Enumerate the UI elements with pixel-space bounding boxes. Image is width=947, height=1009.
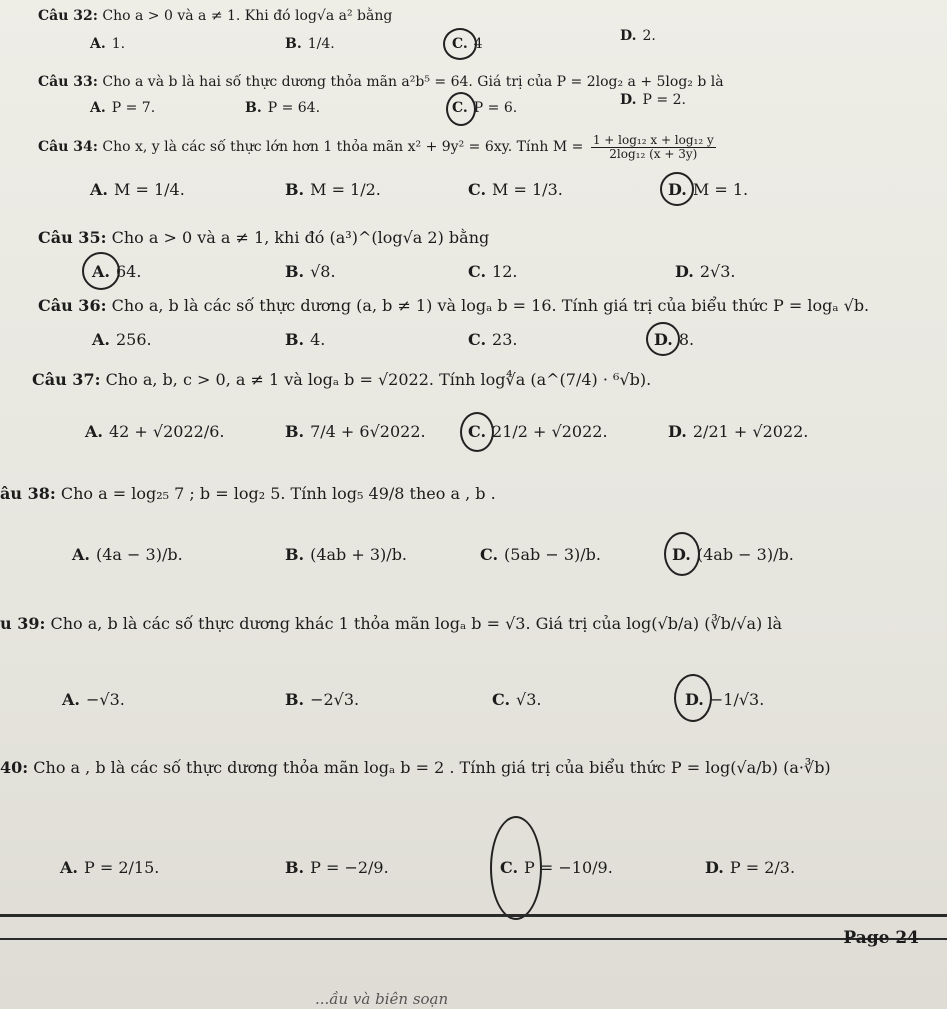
option-a[interactable]: A. 1. bbox=[90, 36, 126, 52]
option-c[interactable]: C. M = 1/3. bbox=[468, 180, 563, 199]
option-b[interactable]: B. P = −2/9. bbox=[285, 858, 389, 877]
option-a[interactable]: A. 64. bbox=[92, 262, 142, 281]
option-b[interactable]: B. −2√3. bbox=[285, 690, 360, 709]
answer-mark-icon bbox=[82, 252, 120, 290]
question-label: Câu 32: bbox=[38, 8, 98, 24]
divider bbox=[0, 914, 947, 917]
option-c[interactable]: C. 12. bbox=[468, 262, 518, 281]
option-a[interactable]: A. −√3. bbox=[62, 690, 125, 709]
option-b[interactable]: B. 1/4. bbox=[285, 36, 335, 52]
answer-mark-icon bbox=[460, 412, 494, 452]
question-37: Câu 37: Cho a, b, c > 0, a ≠ 1 và logₐ b = √2022. Tính log∜a (a^(7/4) · ⁶√b). bbox=[32, 370, 652, 389]
option-d[interactable]: D. 2√3. bbox=[675, 262, 736, 281]
answer-mark-icon bbox=[674, 674, 712, 722]
page-number: Page 24 bbox=[843, 928, 919, 948]
question-35: Câu 35: Cho a > 0 và a ≠ 1, khi đó (a³)^(log√a 2) bằng bbox=[38, 228, 490, 247]
option-c[interactable]: C. P = 6. bbox=[452, 100, 518, 116]
option-d[interactable]: D. M = 1. bbox=[668, 180, 749, 199]
option-d[interactable]: D. 8. bbox=[654, 330, 695, 349]
option-d[interactable]: D. 2/21 + √2022. bbox=[668, 422, 809, 441]
option-a[interactable]: A. P = 2/15. bbox=[60, 858, 160, 877]
answer-mark-icon bbox=[443, 28, 477, 60]
question-33: Câu 33: Cho a và b là hai số thực dương thỏa mãn a²b⁵ = 64. Giá trị của P = 2log₂ a + 5log₂ b là bbox=[38, 74, 724, 90]
option-c[interactable]: C. 21/2 + √2022. bbox=[468, 422, 608, 441]
question-40: 40: Cho a , b là các số thực dương thỏa mãn logₐ b = 2 . Tính giá trị của biểu thức P = log(√a/b) (a·∛b) bbox=[0, 758, 831, 777]
option-b[interactable]: B. 4. bbox=[285, 330, 326, 349]
answer-mark-icon bbox=[664, 532, 700, 576]
divider bbox=[0, 938, 947, 940]
question-text: Cho a > 0 và a ≠ 1. Khi đó log√a a² bằng bbox=[102, 8, 393, 24]
question-32 bbox=[38, 8, 392, 24]
answer-mark-icon bbox=[490, 816, 542, 920]
option-a[interactable]: A. 256. bbox=[92, 330, 152, 349]
option-d[interactable]: D. −1/√3. bbox=[685, 690, 765, 709]
option-b[interactable]: B. M = 1/2. bbox=[285, 180, 381, 199]
option-c[interactable]: C. 23. bbox=[468, 330, 518, 349]
option-c[interactable]: C. 4 bbox=[452, 36, 483, 52]
option-b[interactable]: B. √8. bbox=[285, 262, 336, 281]
answer-mark-icon bbox=[646, 322, 680, 356]
option-b[interactable]: B. 7/4 + 6√2022. bbox=[285, 422, 426, 441]
fraction: $\frac{\text{1 + log₁₂ x + log₁₂ y}}{\text{2log₁₂ (x + 3y)}}$ bbox=[592, 133, 714, 161]
question-36: Câu 36: Cho a, b là các số thực dương (a, b ≠ 1) và logₐ b = 16. Tính giá trị của biểu thức P = logₐ √b. bbox=[38, 296, 870, 315]
option-c[interactable]: C. √3. bbox=[492, 690, 542, 709]
footer-note: ...ầu và biên soạn bbox=[315, 990, 449, 1008]
answer-mark-icon bbox=[660, 172, 694, 206]
option-a[interactable]: A. P = 7. bbox=[90, 100, 156, 116]
answer-mark-icon bbox=[446, 92, 476, 126]
option-c[interactable]: C. (5ab − 3)/b. bbox=[480, 545, 601, 564]
question-34: Câu 34: Cho x, y là các số thực lớn hơn 1 thỏa mãn x² + 9y² = 6xy. Tính M = $\frac{\text{1 + log₁₂ x + log₁₂ y}}{\text{2log₁₂ (x + 3y)}}$ bbox=[38, 133, 714, 161]
option-c[interactable]: C. P = −10/9. bbox=[500, 858, 613, 877]
option-a[interactable]: A. 42 + √2022/6. bbox=[85, 422, 225, 441]
question-38: âu 38: Cho a = log₂₅ 7 ; b = log₂ 5. Tính log₅ 49/8 theo a , b . bbox=[0, 484, 496, 503]
option-b[interactable]: B. (4ab + 3)/b. bbox=[285, 545, 408, 564]
option-d[interactable]: D. P = 2. bbox=[620, 92, 686, 108]
option-b[interactable]: B. P = 64. bbox=[245, 100, 321, 116]
question-39: u 39: Cho a, b là các số thực dương khác 1 thỏa mãn logₐ b = √3. Giá trị của log(√b/a) (∛b/√a) là bbox=[0, 614, 783, 633]
option-d[interactable]: D. (4ab − 3)/b. bbox=[672, 545, 794, 564]
option-a[interactable]: A. M = 1/4. bbox=[90, 180, 185, 199]
option-a[interactable]: A. (4a − 3)/b. bbox=[72, 545, 183, 564]
option-d[interactable]: D. 2. bbox=[620, 28, 656, 44]
option-d[interactable]: D. P = 2/3. bbox=[705, 858, 796, 877]
